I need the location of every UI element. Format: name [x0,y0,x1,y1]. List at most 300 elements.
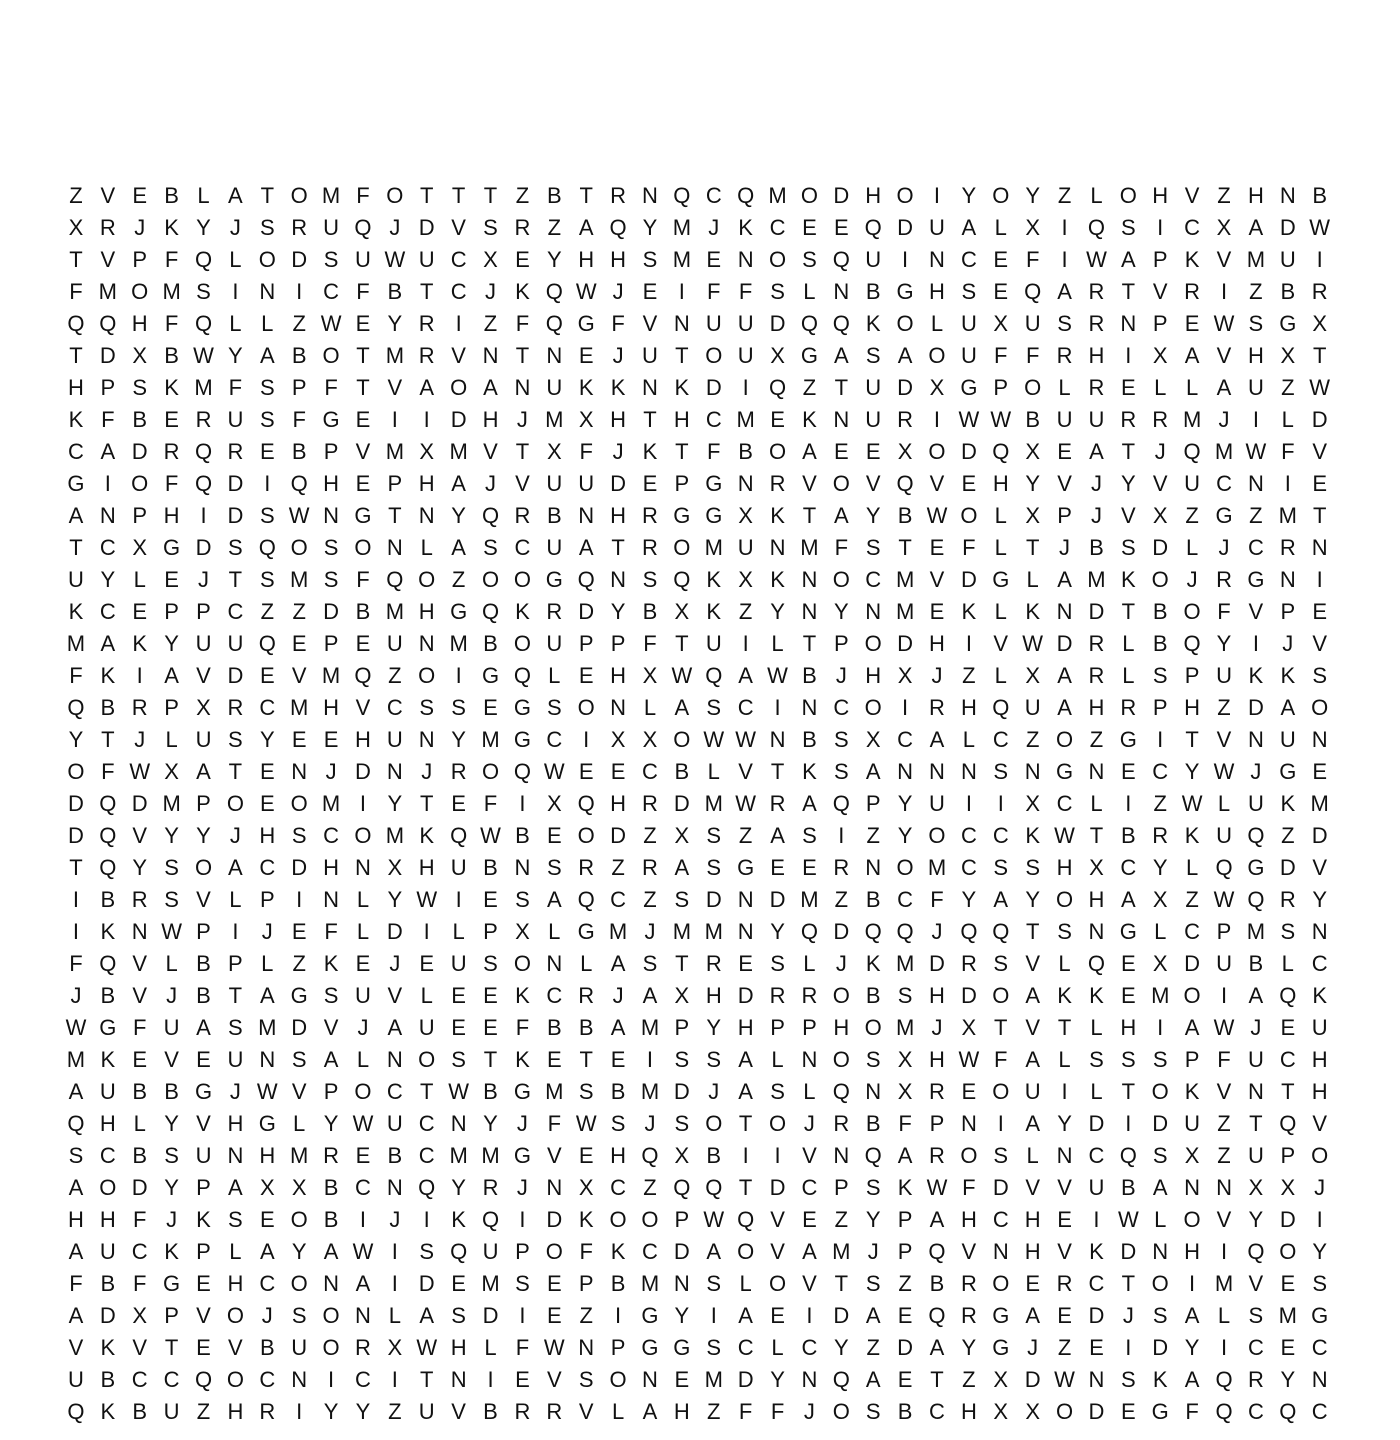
grid-letter[interactable]: V [1216,1079,1232,1104]
grid-letter[interactable]: O [226,1367,244,1392]
grid-letter[interactable]: Q [1024,279,1042,304]
grid-letter[interactable]: M [290,567,309,592]
grid-letter[interactable]: N [960,759,977,784]
grid-letter[interactable]: N [929,247,945,272]
grid-letter[interactable]: U [1216,951,1232,976]
grid-letter[interactable]: Y [323,1399,339,1424]
grid-letter[interactable]: O [832,567,850,592]
grid-letter[interactable]: L [420,983,433,1008]
grid-letter[interactable]: S [419,1239,435,1264]
grid-letter[interactable]: Q [864,215,882,240]
grid-letter[interactable]: R [227,695,244,720]
grid-letter[interactable]: Q [705,1175,723,1200]
grid-letter[interactable]: R [1088,663,1105,688]
grid-letter[interactable]: U [450,855,467,880]
grid-letter[interactable]: J [389,951,401,976]
grid-letter[interactable]: M [704,535,723,560]
grid-letter[interactable]: J [229,1079,241,1104]
grid-letter[interactable]: U [1247,791,1264,816]
grid-letter[interactable]: O [673,535,691,560]
grid-letter[interactable]: L [994,599,1007,624]
grid-letter[interactable]: O [1055,887,1074,912]
grid-letter[interactable]: Q [481,503,500,528]
grid-letter[interactable]: C [1152,759,1169,784]
grid-letter[interactable]: W [1213,759,1235,784]
grid-letter[interactable]: X [1025,791,1040,816]
grid-letter[interactable]: D [1088,1111,1105,1136]
grid-letter[interactable]: B [323,1207,339,1232]
grid-letter[interactable]: K [865,951,881,976]
grid-letter[interactable]: E [929,599,945,624]
grid-letter[interactable]: R [195,407,212,432]
grid-letter[interactable]: N [386,1175,403,1200]
grid-letter[interactable]: X [68,215,84,240]
grid-letter[interactable]: E [323,727,339,752]
grid-letter[interactable]: I [902,247,909,272]
grid-letter[interactable]: X [483,247,498,272]
grid-letter[interactable]: T [420,183,434,208]
grid-letter[interactable]: U [355,247,371,272]
grid-letter[interactable]: I [933,183,941,208]
grid-letter[interactable]: S [642,247,658,272]
grid-letter[interactable]: G [290,983,308,1008]
grid-letter[interactable]: C [1247,1399,1264,1424]
grid-letter[interactable]: D [897,1335,914,1360]
grid-letter[interactable]: Y [196,215,211,240]
grid-letter[interactable]: A [738,663,753,688]
grid-letter[interactable]: T [738,1175,753,1200]
grid-letter[interactable]: X [196,695,211,720]
grid-letter[interactable]: P [1280,599,1296,624]
grid-letter[interactable]: H [1088,695,1105,720]
grid-letter[interactable]: P [483,919,498,944]
grid-letter[interactable]: A [833,343,849,368]
grid-letter[interactable]: H [610,407,627,432]
grid-letter[interactable]: P [1184,663,1200,688]
grid-letter[interactable]: J [612,279,624,304]
grid-letter[interactable]: O [418,1047,436,1072]
grid-letter[interactable]: A [355,1271,371,1296]
grid-letter[interactable]: V [770,1207,785,1232]
grid-letter[interactable]: T [356,343,370,368]
grid-letter[interactable]: E [802,215,817,240]
grid-letter[interactable]: W [926,503,948,528]
grid-letter[interactable]: J [708,1079,720,1104]
grid-letter[interactable]: E [833,439,849,464]
grid-letter[interactable]: Z [1185,887,1199,912]
grid-letter[interactable]: E [546,1303,562,1328]
grid-letter[interactable]: H [482,407,499,432]
grid-letter[interactable]: L [1058,375,1071,400]
grid-letter[interactable]: K [323,951,339,976]
grid-letter[interactable]: H [705,983,722,1008]
grid-letter[interactable]: K [578,375,594,400]
grid-letter[interactable]: A [196,759,211,784]
grid-letter[interactable]: A [451,471,466,496]
grid-letter[interactable]: E [993,279,1009,304]
grid-letter[interactable]: V [132,823,148,848]
grid-letter[interactable]: Q [1215,1367,1233,1392]
grid-letter[interactable]: T [356,375,370,400]
grid-letter[interactable]: O [705,343,723,368]
grid-letter[interactable]: O [1119,183,1137,208]
grid-letter[interactable]: E [355,471,371,496]
grid-letter[interactable]: A [1280,695,1296,720]
grid-letter[interactable]: U [546,535,563,560]
grid-letter[interactable]: P [259,887,275,912]
grid-letter[interactable]: U [450,951,467,976]
grid-letter[interactable]: L [1090,1079,1103,1104]
grid-letter[interactable]: I [232,919,239,944]
grid-letter[interactable]: A [642,983,658,1008]
grid-letter[interactable]: J [389,215,401,240]
grid-letter[interactable]: V [451,343,466,368]
grid-letter[interactable]: F [69,663,83,688]
grid-letter[interactable]: D [1024,1367,1041,1392]
grid-letter[interactable]: E [833,215,849,240]
grid-letter[interactable]: X [515,919,530,944]
grid-letter[interactable]: Q [418,1175,436,1200]
grid-letter[interactable]: L [229,1239,242,1264]
grid-letter[interactable]: J [389,1207,401,1232]
grid-letter[interactable]: Y [897,823,913,848]
grid-letter[interactable]: E [419,951,435,976]
grid-letter[interactable]: G [322,407,340,432]
grid-letter[interactable]: G [992,567,1010,592]
grid-letter[interactable]: X [1248,1175,1264,1200]
grid-letter[interactable]: I [519,1207,526,1232]
grid-letter[interactable]: N [1311,919,1328,944]
grid-letter[interactable]: S [1152,1143,1168,1168]
grid-letter[interactable]: T [228,759,243,784]
grid-letter[interactable]: H [610,1143,627,1168]
grid-letter[interactable]: V [993,631,1009,656]
grid-letter[interactable]: Q [481,599,500,624]
grid-letter[interactable]: L [229,247,242,272]
grid-letter[interactable]: O [928,823,946,848]
grid-letter[interactable]: O [226,791,244,816]
grid-letter[interactable]: G [705,503,723,528]
grid-letter[interactable]: L [1185,535,1199,560]
grid-letter[interactable]: J [198,567,209,592]
grid-letter[interactable]: A [865,1303,881,1328]
grid-letter[interactable]: D [68,791,84,816]
grid-letter[interactable]: R [323,1143,340,1168]
grid-letter[interactable]: U [227,1047,244,1072]
grid-letter[interactable]: X [546,439,562,464]
grid-letter[interactable]: O [992,1271,1010,1296]
grid-letter[interactable]: A [802,1239,817,1264]
grid-letter[interactable]: L [133,567,146,592]
grid-letter[interactable]: H [99,1111,116,1136]
grid-letter[interactable]: E [578,759,594,784]
grid-letter[interactable]: A [738,1079,753,1104]
grid-letter[interactable]: W [352,1239,374,1264]
grid-letter[interactable]: F [962,1175,976,1200]
grid-letter[interactable]: O [354,535,372,560]
grid-letter[interactable]: N [801,1367,818,1392]
grid-letter[interactable]: L [229,887,242,912]
grid-letter[interactable]: I [487,1367,494,1392]
grid-letter[interactable]: E [483,983,498,1008]
grid-letter[interactable]: L [1122,663,1135,688]
grid-letter[interactable]: T [1281,1079,1295,1104]
grid-letter[interactable]: R [1088,279,1105,304]
grid-letter[interactable]: I [1316,247,1323,272]
grid-letter[interactable]: B [1120,1175,1136,1200]
grid-letter[interactable]: S [291,1303,307,1328]
grid-letter[interactable]: P [993,375,1009,400]
grid-letter[interactable]: Q [896,919,914,944]
grid-letter[interactable]: P [164,1303,179,1328]
grid-letter[interactable]: U [482,1239,499,1264]
grid-letter[interactable]: C [418,1143,435,1168]
grid-letter[interactable]: Y [451,1175,466,1200]
grid-letter[interactable]: L [133,1111,146,1136]
grid-letter[interactable]: C [450,247,467,272]
grid-letter[interactable]: C [131,1367,148,1392]
grid-letter[interactable]: S [1120,1047,1136,1072]
grid-letter[interactable]: A [674,695,690,720]
grid-letter[interactable]: I [1220,279,1228,304]
grid-letter[interactable]: A [68,503,84,528]
grid-letter[interactable]: M [1214,1271,1234,1296]
grid-letter[interactable]: A [578,215,594,240]
grid-letter[interactable]: X [993,311,1009,336]
grid-letter[interactable]: C [227,599,244,624]
grid-letter[interactable]: A [642,1399,658,1424]
grid-letter[interactable]: R [833,855,850,880]
grid-letter[interactable]: S [865,535,881,560]
grid-letter[interactable]: S [833,727,849,752]
grid-letter[interactable]: O [322,343,340,368]
grid-letter[interactable]: O [609,1207,627,1232]
grid-letter[interactable]: W [1309,215,1331,240]
grid-letter[interactable]: B [483,631,498,656]
grid-letter[interactable]: F [228,375,243,400]
grid-letter[interactable]: O [864,695,882,720]
grid-letter[interactable]: G [992,1303,1010,1328]
grid-letter[interactable]: N [801,599,818,624]
grid-letter[interactable]: B [196,983,211,1008]
grid-letter[interactable]: W [193,343,214,368]
grid-letter[interactable]: R [355,1335,371,1360]
grid-letter[interactable]: I [455,887,462,912]
grid-letter[interactable]: I [774,1143,781,1168]
grid-letter[interactable]: V [1152,279,1168,304]
grid-letter[interactable]: E [515,247,530,272]
grid-letter[interactable]: Q [450,823,468,848]
grid-letter[interactable]: X [738,503,753,528]
grid-letter[interactable]: Z [1249,503,1263,528]
grid-letter[interactable]: V [1216,727,1232,752]
grid-letter[interactable]: V [1312,855,1328,880]
grid-letter[interactable]: G [163,535,181,560]
grid-letter[interactable]: D [227,503,244,528]
grid-letter[interactable]: I [1061,1079,1068,1104]
grid-letter[interactable]: M [768,183,787,208]
grid-letter[interactable]: S [833,759,849,784]
grid-letter[interactable]: J [1250,759,1262,784]
grid-letter[interactable]: J [516,1175,528,1200]
grid-letter[interactable]: M [1278,503,1297,528]
grid-letter[interactable]: H [68,375,84,400]
grid-letter[interactable]: Q [545,279,563,304]
grid-letter[interactable]: D [418,215,435,240]
grid-letter[interactable]: P [132,247,148,272]
grid-letter[interactable]: O [322,1303,340,1328]
grid-letter[interactable]: B [802,727,817,752]
grid-letter[interactable]: S [770,279,785,304]
grid-letter[interactable]: V [355,695,371,720]
grid-letter[interactable]: I [997,1111,1004,1136]
grid-letter[interactable]: C [1184,215,1201,240]
grid-letter[interactable]: K [706,599,722,624]
grid-letter[interactable]: Y [164,1175,179,1200]
grid-letter[interactable]: F [930,887,944,912]
grid-letter[interactable]: N [259,1047,276,1072]
grid-letter[interactable]: P [387,471,403,496]
grid-letter[interactable]: R [610,183,627,208]
grid-letter[interactable]: F [1217,1047,1231,1072]
grid-letter[interactable]: R [1120,695,1137,720]
grid-letter[interactable]: I [328,1367,335,1392]
grid-letter[interactable]: O [131,471,149,496]
grid-letter[interactable]: L [1185,375,1199,400]
grid-letter[interactable]: M [321,183,341,208]
grid-letter[interactable]: I [710,1303,717,1328]
grid-letter[interactable]: S [291,823,307,848]
grid-letter[interactable]: Y [1312,1239,1328,1264]
grid-letter[interactable]: L [484,1335,497,1360]
grid-letter[interactable]: L [930,311,944,336]
grid-letter[interactable]: Y [1025,471,1040,496]
grid-letter[interactable]: C [1311,1399,1328,1424]
grid-letter[interactable]: N [546,1175,563,1200]
grid-letter[interactable]: R [1216,567,1232,592]
grid-letter[interactable]: Z [483,311,498,336]
grid-letter[interactable]: D [450,407,467,432]
grid-letter[interactable]: K [642,439,658,464]
grid-letter[interactable]: X [546,791,562,816]
grid-letter[interactable]: T [1057,1015,1072,1040]
grid-letter[interactable]: O [1055,727,1074,752]
grid-letter[interactable]: I [1125,343,1132,368]
grid-letter[interactable]: Q [928,1303,946,1328]
grid-letter[interactable]: U [163,1015,180,1040]
grid-letter[interactable]: E [1120,375,1136,400]
grid-letter[interactable]: H [227,1271,244,1296]
grid-letter[interactable]: M [832,1239,851,1264]
grid-letter[interactable]: A [1184,1303,1200,1328]
grid-letter[interactable]: X [578,1175,594,1200]
grid-letter[interactable]: U [737,311,754,336]
grid-letter[interactable]: U [195,727,212,752]
grid-letter[interactable]: L [994,215,1007,240]
grid-letter[interactable]: D [897,215,914,240]
grid-letter[interactable]: Z [866,823,880,848]
grid-letter[interactable]: J [1090,503,1102,528]
grid-letter[interactable]: K [1120,567,1136,592]
grid-letter[interactable]: S [897,983,913,1008]
grid-letter[interactable]: B [483,1079,498,1104]
grid-letter[interactable]: G [258,1111,276,1136]
grid-letter[interactable]: A [929,1207,945,1232]
grid-letter[interactable]: U [705,631,722,656]
grid-letter[interactable]: G [513,695,531,720]
grid-letter[interactable]: Z [1153,791,1167,816]
grid-letter[interactable]: E [897,1367,913,1392]
grid-letter[interactable]: D [897,631,914,656]
grid-letter[interactable]: A [706,1239,722,1264]
grid-letter[interactable]: T [834,375,849,400]
grid-letter[interactable]: E [802,855,817,880]
grid-letter[interactable]: Y [1025,183,1040,208]
grid-letter[interactable]: R [642,535,658,560]
grid-letter[interactable]: A [993,887,1009,912]
grid-letter[interactable]: V [132,1335,148,1360]
grid-letter[interactable]: O [768,247,787,272]
grid-letter[interactable]: H [1311,1047,1328,1072]
grid-letter[interactable]: A [259,343,275,368]
grid-letter[interactable]: A [259,983,275,1008]
grid-letter[interactable]: W [1213,1015,1235,1040]
grid-letter[interactable]: G [1247,855,1265,880]
grid-letter[interactable]: K [1089,1239,1104,1264]
grid-letter[interactable]: G [673,1335,691,1360]
grid-letter[interactable]: A [1057,279,1072,304]
grid-letter[interactable]: S [451,1047,466,1072]
grid-letter[interactable]: Q [1215,1399,1233,1424]
grid-letter[interactable]: A [228,183,243,208]
grid-letter[interactable]: T [675,343,689,368]
grid-letter[interactable]: G [641,1335,659,1360]
grid-letter[interactable]: E [546,823,562,848]
grid-letter[interactable]: M [1246,247,1266,272]
grid-letter[interactable]: D [99,1303,116,1328]
grid-letter[interactable]: Q [577,887,595,912]
grid-letter[interactable]: G [513,1079,531,1104]
grid-letter[interactable]: R [1120,407,1137,432]
grid-letter[interactable]: O [992,183,1010,208]
grid-letter[interactable]: C [1311,951,1328,976]
grid-letter[interactable]: N [1088,1367,1105,1392]
grid-letter[interactable]: G [513,727,531,752]
grid-letter[interactable]: O [1311,1143,1329,1168]
grid-letter[interactable]: E [961,1079,977,1104]
grid-letter[interactable]: R [1088,375,1105,400]
grid-letter[interactable]: Z [1281,375,1295,400]
grid-letter[interactable]: Y [865,1207,881,1232]
grid-letter[interactable]: E [610,1047,626,1072]
grid-letter[interactable]: V [291,1079,307,1104]
grid-letter[interactable]: E [1089,1335,1104,1360]
grid-letter[interactable]: Q [67,695,85,720]
grid-letter[interactable]: K [865,311,881,336]
grid-letter[interactable]: V [291,663,307,688]
grid-letter[interactable]: Z [643,887,657,912]
grid-letter[interactable]: G [513,1143,531,1168]
grid-letter[interactable]: M [704,919,723,944]
grid-letter[interactable]: B [610,1079,626,1104]
grid-letter[interactable]: R [259,1399,276,1424]
grid-letter[interactable]: H [929,279,945,304]
grid-letter[interactable]: Q [99,791,117,816]
grid-letter[interactable]: M [385,823,405,848]
grid-letter[interactable]: D [769,1175,786,1200]
grid-letter[interactable]: P [196,599,211,624]
grid-letter[interactable]: S [802,823,817,848]
